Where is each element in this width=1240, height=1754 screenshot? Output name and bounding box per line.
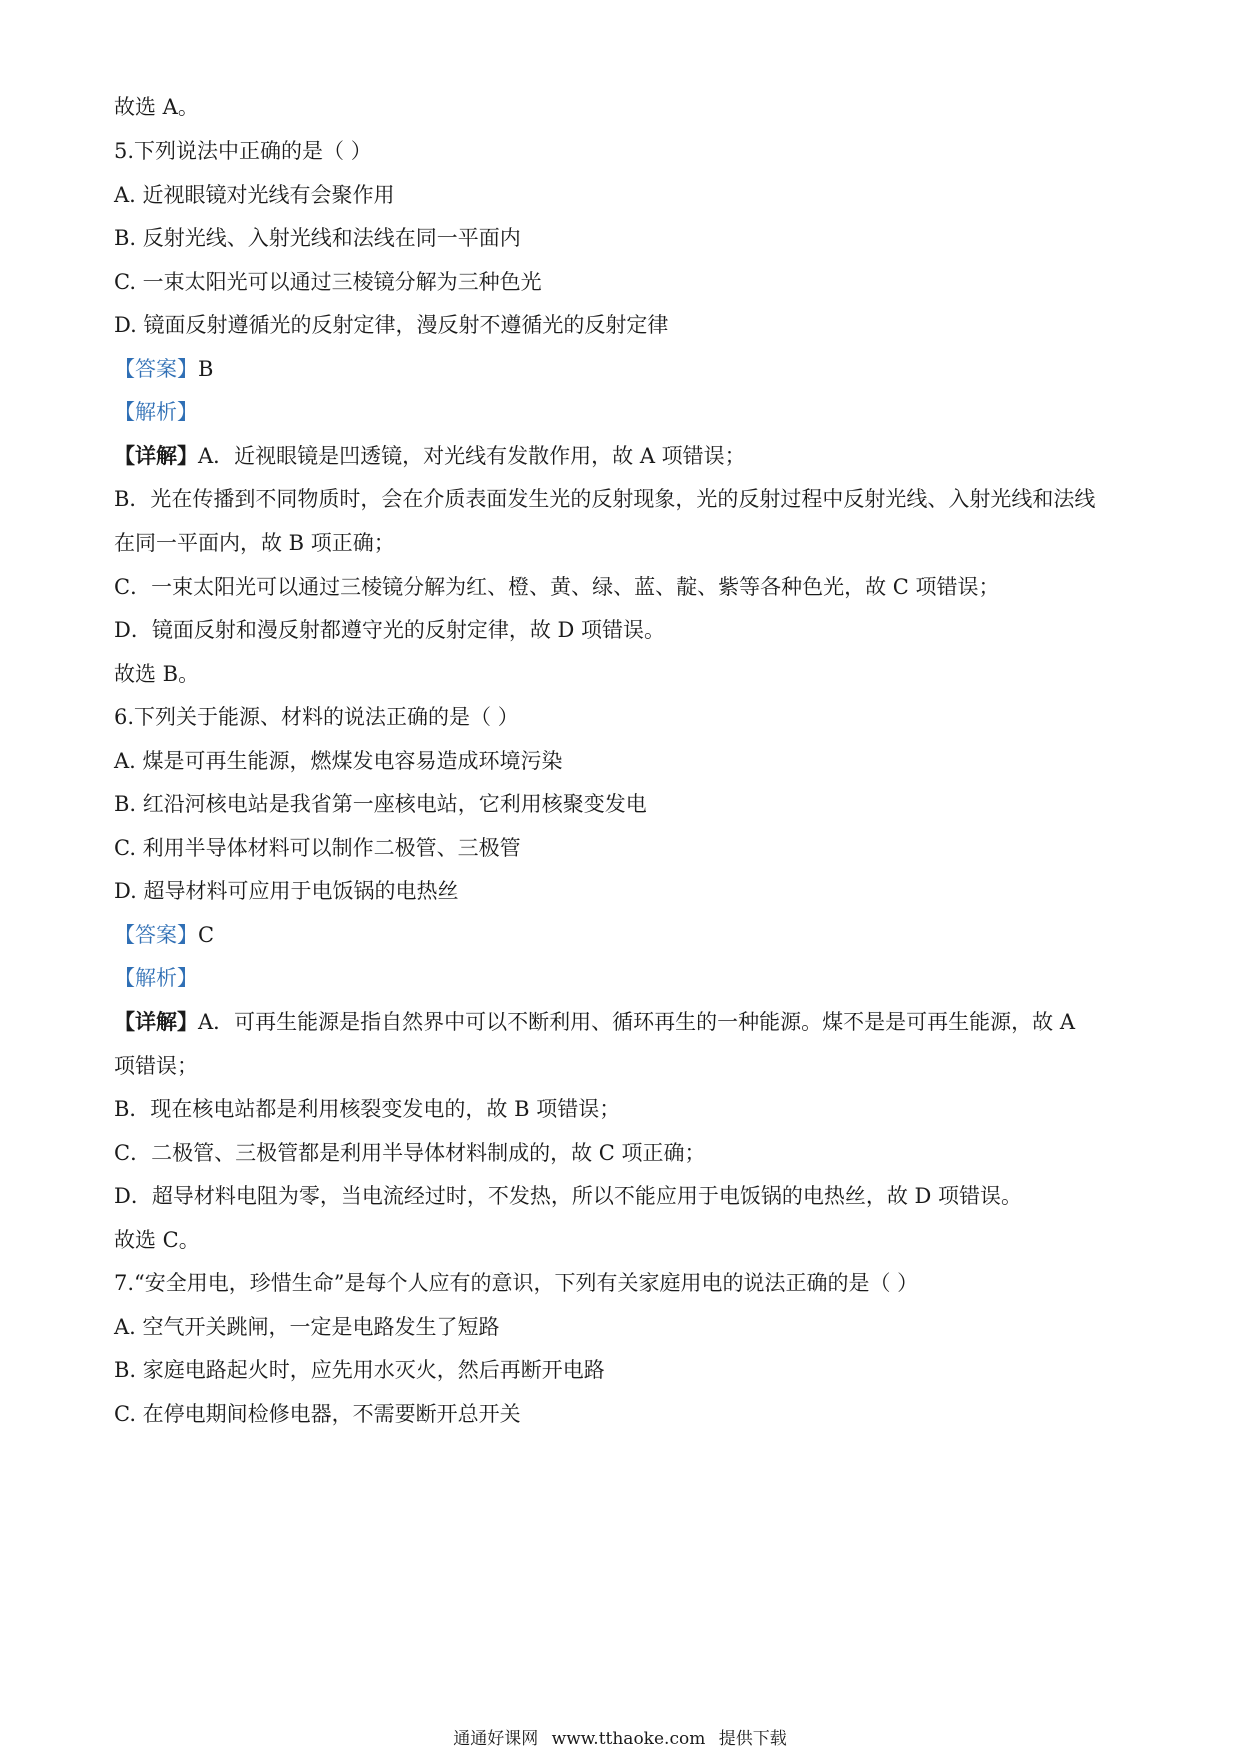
footer-note: 提供下载: [718, 1729, 787, 1749]
question-7-option-a: A. 空气开关跳闸，一定是电路发生了短路: [114, 1315, 500, 1339]
text-line: D．镜面反射和漫反射都遵守光的反射定律，故 D 项错误。: [114, 618, 666, 642]
question-6-option-b: B. 红沿河核电站是我省第一座核电站，它利用核聚变发电: [114, 792, 647, 816]
question-6-option-d: D. 超导材料可应用于电饭锅的电热丝: [114, 879, 459, 903]
question-7-option-c: C. 在停电期间检修电器，不需要断开总开关: [114, 1402, 521, 1426]
detail-line-5: [114, 441, 1134, 471]
analysis-tag: 【解析】: [114, 400, 198, 424]
detail-text: A．可再生能源是指自然界中可以不断利用、循环再生的一种能源。煤不是是可再生能源，故 A: [198, 1010, 1076, 1034]
analysis-line-6: [114, 963, 1134, 993]
answer-value: B: [198, 357, 214, 381]
footer-url[interactable]: www.tthaoke.com: [551, 1729, 706, 1749]
page-footer: [0, 1728, 1240, 1750]
text-line: 故选 A。: [114, 95, 199, 119]
question-6-option-c: C. 利用半导体材料可以制作二极管、三极管: [114, 836, 521, 860]
text-line: B．光在传播到不同物质时，会在介质表面发生光的反射现象，光的反射过程中反射光线、入射光线和法线: [114, 487, 1096, 511]
question-5-option-b: B. 反射光线、入射光线和法线在同一平面内: [114, 226, 521, 250]
text-line: D．超导材料电阻为零，当电流经过时，不发热，所以不能应用于电饭锅的电热丝，故 D 项错误。: [114, 1184, 1023, 1208]
question-5-option-c: C. 一束太阳光可以通过三棱镜分解为三种色光: [114, 270, 542, 294]
answer-line-6: [114, 920, 1134, 950]
text-line: 在同一平面内，故 B 项正确；: [114, 531, 395, 555]
analysis-line-5: [114, 397, 1134, 427]
detail-text: A．近视眼镜是凹透镜，对光线有发散作用，故 A 项错误；: [198, 444, 746, 468]
text-line: 故选 B。: [114, 662, 200, 686]
question-5-option-d: D. 镜面反射遵循光的反射定律，漫反射不遵循光的反射定律: [114, 313, 669, 337]
question-5-option-a: A. 近视眼镜对光线有会聚作用: [114, 183, 395, 207]
answer-value: C: [198, 923, 215, 947]
text-line: 故选 C。: [114, 1228, 200, 1252]
detail-tag: 【详解】: [114, 1009, 198, 1034]
text-line: B．现在核电站都是利用核裂变发电的，故 B 项错误；: [114, 1097, 621, 1121]
text-line: C．一束太阳光可以通过三棱镜分解为红、橙、黄、绿、蓝、靛、紫等各种色光，故 C 项错误；: [114, 575, 1000, 599]
analysis-tag: 【解析】: [114, 966, 198, 990]
question-7-stem: 7.“安全用电，珍惜生命”是每个人应有的意识，下列有关家庭用电的说法正确的是（ ）: [114, 1271, 919, 1295]
detail-line-6: [114, 1007, 1134, 1037]
answer-line-5: [114, 354, 1134, 384]
question-5-stem: 5.下列说法中正确的是（ ）: [114, 139, 372, 163]
answer-tag: 【答案】: [114, 923, 198, 947]
footer-site-name: 通通好课网: [453, 1729, 539, 1749]
question-7-option-b: B. 家庭电路起火时，应先用水灭火，然后再断开电路: [114, 1358, 605, 1382]
text-line: C．二极管、三极管都是利用半导体材料制成的，故 C 项正确；: [114, 1141, 706, 1165]
text-line: 项错误；: [114, 1054, 198, 1078]
detail-tag: 【详解】: [114, 443, 198, 468]
question-6-option-a: A. 煤是可再生能源，燃煤发电容易造成环境污染: [114, 749, 563, 773]
answer-tag: 【答案】: [114, 357, 198, 381]
question-6-stem: 6.下列关于能源、材料的说法正确的是（ ）: [114, 705, 519, 729]
